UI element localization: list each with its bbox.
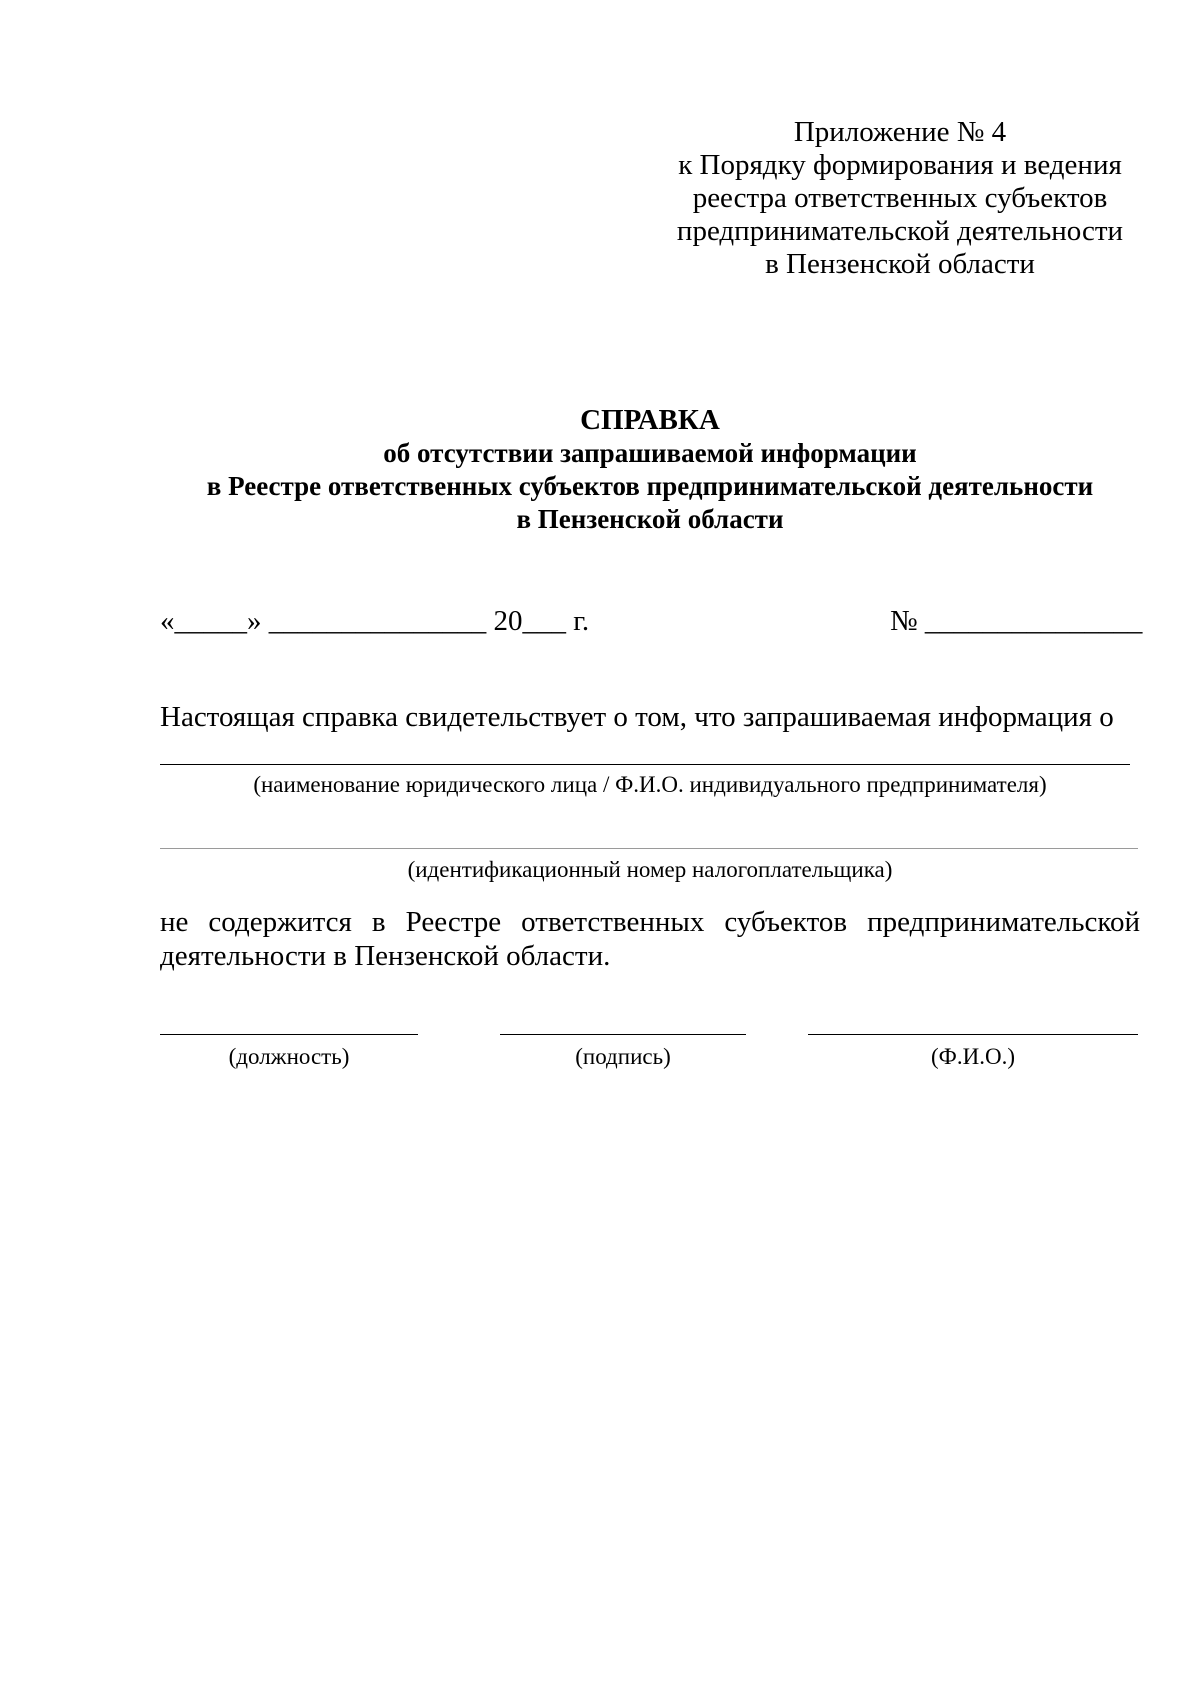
full-name-caption: (Ф.И.О.) <box>931 1044 1015 1069</box>
signature-fill-line <box>500 1034 746 1035</box>
conclusion-text: не содержится в Реестре ответственных субъектов предпринимательской деятельности в Пензенской области. <box>160 906 1140 972</box>
title-main: СПРАВКА <box>580 404 720 436</box>
appendix-line: предпринимательской деятельности <box>676 215 1124 247</box>
title-line: в Реестре ответственных субъектов предпринимательской деятельности <box>206 471 1094 501</box>
appendix-line: в Пензенской области <box>765 248 1035 280</box>
signature-caption: (подпись) <box>575 1044 671 1069</box>
intro-text: Настоящая справка свидетельствует о том, что запрашиваемая информация о <box>160 701 1114 733</box>
title-line: в Пензенской области <box>516 504 784 534</box>
appendix-line: к Порядку формирования и ведения <box>678 149 1122 181</box>
inn-fill-line <box>160 848 1138 849</box>
position-fill-line <box>160 1034 418 1035</box>
document-title <box>120 404 1180 536</box>
appendix-header <box>660 116 1140 281</box>
inn-caption: (идентификационный номер налогоплательщика) <box>407 857 893 882</box>
name-fill-line <box>160 764 1130 765</box>
name-caption: (наименование юридического лица / Ф.И.О. индивидуального предпринимателя) <box>253 772 1047 797</box>
date-field: «_____» _______________ 20___ г. <box>160 605 590 637</box>
title-line: об отсутствии запрашиваемой информации <box>383 438 917 468</box>
appendix-line: Приложение № 4 <box>793 116 1007 148</box>
position-caption: (должность) <box>228 1044 350 1069</box>
number-field: № _______________ <box>890 605 1143 637</box>
full-name-fill-line <box>808 1034 1138 1035</box>
appendix-line: реестра ответственных субъектов <box>692 182 1108 214</box>
